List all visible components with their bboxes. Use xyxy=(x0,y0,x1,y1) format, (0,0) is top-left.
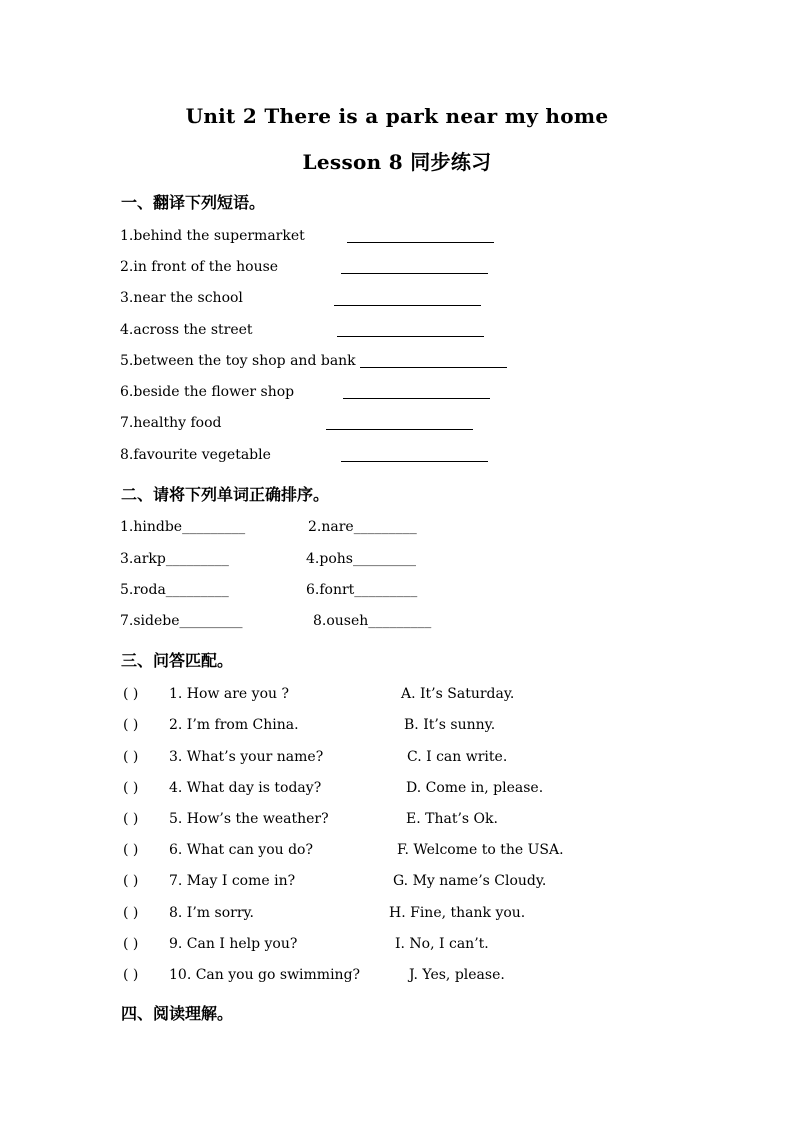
answer-parentheses[interactable]: ( ) xyxy=(123,967,139,983)
answer-parentheses[interactable]: ( ) xyxy=(123,811,139,827)
worksheet-title: Unit 2 There is a park near my home xyxy=(185,104,609,128)
answer-parentheses[interactable]: ( ) xyxy=(123,717,139,733)
answer-option: J. Yes, please. xyxy=(409,967,505,983)
question-item: 6. What can you do? xyxy=(169,842,313,858)
answer-option: E. That’s Ok. xyxy=(406,811,498,827)
answer-blank[interactable] xyxy=(360,367,507,368)
answer-parentheses[interactable]: ( ) xyxy=(123,936,139,952)
section4-heading: 四、阅读理解。 xyxy=(121,1004,234,1023)
answer-blank[interactable] xyxy=(341,461,488,462)
answer-parentheses[interactable]: ( ) xyxy=(123,842,139,858)
answer-blank[interactable] xyxy=(334,305,481,306)
answer-blank[interactable] xyxy=(347,242,494,243)
phrase-item: 1.behind the supermarket xyxy=(120,228,305,244)
answer-parentheses[interactable]: ( ) xyxy=(123,749,139,765)
scrambled-word-item[interactable]: 3.arkp_________ xyxy=(120,551,229,567)
scrambled-word-item[interactable]: 4.pohs_________ xyxy=(306,551,416,567)
answer-parentheses[interactable]: ( ) xyxy=(123,780,139,796)
section1-heading: 一、翻译下列短语。 xyxy=(121,193,266,212)
answer-blank[interactable] xyxy=(343,398,490,399)
phrase-item: 8.favourite vegetable xyxy=(120,447,271,463)
answer-blank[interactable] xyxy=(326,429,473,430)
answer-blank[interactable] xyxy=(341,273,488,274)
answer-option: H. Fine, thank you. xyxy=(389,905,526,921)
scrambled-word-item[interactable]: 6.fonrt_________ xyxy=(306,582,418,598)
answer-option: G. My name’s Cloudy. xyxy=(393,873,547,889)
phrase-item: 2.in front of the house xyxy=(120,259,279,275)
answer-option: F. Welcome to the USA. xyxy=(397,842,564,858)
question-item: 7. May I come in? xyxy=(169,873,296,889)
answer-parentheses[interactable]: ( ) xyxy=(123,686,139,702)
answer-option: D. Come in, please. xyxy=(406,780,544,796)
answer-parentheses[interactable]: ( ) xyxy=(123,905,139,921)
phrase-item: 3.near the school xyxy=(120,290,243,306)
question-item: 9. Can I help you? xyxy=(169,936,298,952)
phrase-item: 5.between the toy shop and bank xyxy=(120,353,356,369)
scrambled-word-item[interactable]: 5.roda_________ xyxy=(120,582,229,598)
answer-option: B. It’s sunny. xyxy=(404,717,496,733)
scrambled-word-item[interactable]: 1.hindbe_________ xyxy=(120,519,246,535)
phrase-item: 6.beside the flower shop xyxy=(120,384,295,400)
phrase-item: 7.healthy food xyxy=(120,415,222,431)
section3-heading: 三、问答匹配。 xyxy=(121,651,234,670)
answer-option: I. No, I can’t. xyxy=(395,936,489,952)
question-item: 10. Can you go swimming? xyxy=(169,967,361,983)
answer-option: C. I can write. xyxy=(407,749,508,765)
question-item: 4. What day is today? xyxy=(169,780,322,796)
question-item: 5. How’s the weather? xyxy=(169,811,329,827)
lesson-subtitle: Lesson 8 同步练习 xyxy=(302,150,492,174)
answer-parentheses[interactable]: ( ) xyxy=(123,873,139,889)
scrambled-word-item[interactable]: 2.nare_________ xyxy=(308,519,417,535)
section2-heading: 二、请将下列单词正确排序。 xyxy=(121,485,330,504)
question-item: 2. I’m from China. xyxy=(169,717,299,733)
question-item: 1. How are you ? xyxy=(169,686,289,702)
answer-blank[interactable] xyxy=(337,336,484,337)
phrase-item: 4.across the street xyxy=(120,322,253,338)
question-item: 3. What’s your name? xyxy=(169,749,324,765)
scrambled-word-item[interactable]: 8.ouseh_________ xyxy=(313,613,432,629)
answer-option: A. It’s Saturday. xyxy=(401,686,515,702)
question-item: 8. I’m sorry. xyxy=(169,905,255,921)
scrambled-word-item[interactable]: 7.sidebe_________ xyxy=(120,613,243,629)
